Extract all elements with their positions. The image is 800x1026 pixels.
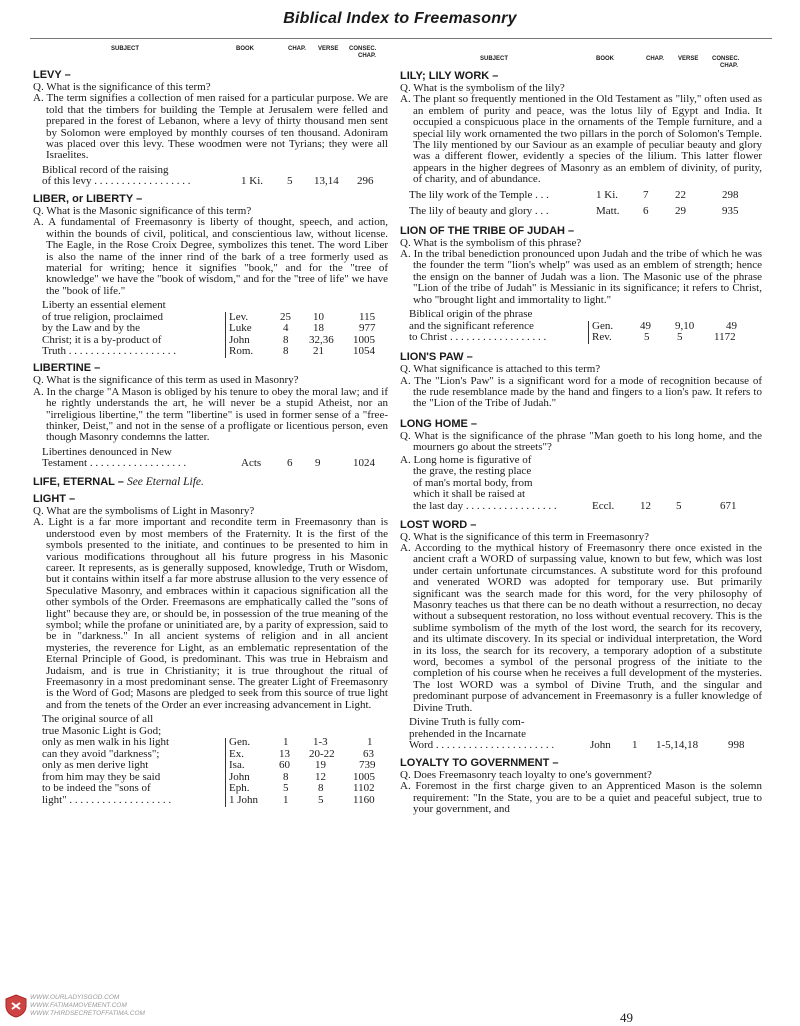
reference-table xyxy=(400,717,762,753)
ref-consec: 49 xyxy=(726,319,737,332)
entry-question: Q. What is the significance of this term in Freemasonry? xyxy=(400,530,650,543)
ref-text: of true religion, proclaimed xyxy=(42,310,163,323)
ref-chap: 1 xyxy=(283,736,289,749)
entry-term: LIBER, or LIBERTY – xyxy=(33,193,143,206)
answer-line: which it shall be raised at xyxy=(413,488,526,501)
ref-book: John xyxy=(229,333,250,346)
ref-label: The lily work of the Temple . . . xyxy=(409,188,549,201)
ref-text: Divine Truth is fully com- xyxy=(409,716,525,729)
answer-line: the last day . . . . . . . . . . . . . . . . . xyxy=(413,499,557,512)
ref-label: Biblical record of the raising xyxy=(42,163,169,176)
ref-text: Biblical origin of the phrase xyxy=(409,308,533,321)
ref-chap: 25 xyxy=(280,310,291,323)
ref-leader: . . . . . . . . . . . . . . . . . . xyxy=(87,457,187,470)
entry-term: LILY; LILY WORK – xyxy=(400,70,499,82)
ref-label: Testament xyxy=(42,457,88,470)
ref-book: Ex. xyxy=(229,747,244,760)
right-column xyxy=(400,46,762,818)
col-chap: CHAP. xyxy=(646,56,664,62)
col-consec-chap: CHAP. xyxy=(358,53,376,59)
ref-verse: 9,10 xyxy=(675,319,695,332)
ref-chap: 5 xyxy=(287,175,293,188)
ref-consec: 671 xyxy=(720,499,737,512)
see-also-link[interactable]: See Eternal Life. xyxy=(126,475,204,488)
ref-book: 1 Ki. xyxy=(596,188,618,201)
ref-chap: 1 xyxy=(283,793,289,806)
entry-answer: A. A fundamental of Freemasonry is liberty of thought, speech, and action, within the bounds of civil, political, and conscientious law, without license. The Eagle, in the Rose Croix Degree, symbolizes this tenet. The word Liber is also the name of the inner rind of the bark of a tree formerly used as material for writing; hence it signifies "book," and for the "tree of knowledge" we have the "book of wisdom," and for the "tree of life" we have the "book of life." xyxy=(33,216,388,297)
ref-consec: 935 xyxy=(722,204,739,217)
entry-question: Q. What is the significance of this term? xyxy=(33,81,211,93)
ref-label: Libertines denounced in New xyxy=(42,445,172,458)
left-column xyxy=(33,46,388,811)
ref-book: Acts xyxy=(241,457,262,470)
ref-text: can they avoid "darkness"; xyxy=(42,747,160,760)
page-number: 49 xyxy=(620,1010,633,1025)
ref-book: Matt. xyxy=(596,204,620,217)
watermark-url[interactable]: WWW.THIRDSECRETOFFATIMA.COM xyxy=(30,1010,145,1018)
ref-consec: 298 xyxy=(722,188,739,201)
column-header xyxy=(400,46,762,69)
ref-chap: 49 xyxy=(640,319,651,332)
ref-chap: 13 xyxy=(279,747,290,760)
ref-verse: 29 xyxy=(675,204,686,217)
entry-answer: A. The plant so frequently mentioned in the Old Testament as "lily," often used as an emblem of purity and peace, was the lotus lily of Egypt and India. It occupied a conspicuous place in the ornaments of the Temple furniture, and a special lily work ornamented the two pillars in the porch of Solomon's Temple. The lily mentioned by our Saviour as an example of peculiar beauty and glory was a different flower, evidently a species of the lilium. This latter flower appears in the higher degrees of Masonry as an emblem of divinity, of purity, of charity, and of abundance. xyxy=(400,93,762,186)
reference-table xyxy=(33,714,388,807)
ref-book: Isa. xyxy=(229,759,245,772)
entry-question: Q. Does Freemasonry teach loyalty to one's government? xyxy=(400,769,652,782)
ref-book: Eccl. xyxy=(592,499,615,512)
entry-term: LION'S PAW – xyxy=(400,351,473,364)
ref-chap: 12 xyxy=(640,499,651,512)
ref-text: Christ; it is a by-product of xyxy=(42,333,162,346)
ref-book: Eph. xyxy=(229,782,250,795)
watermark-url[interactable]: WWW.OURLADYISGOD.COM xyxy=(30,994,120,1001)
entry-question: Q. What is the significance of the phrase "Man goeth to his long home, and the mourners go about the streets"? xyxy=(400,429,762,454)
ref-verse: 19 xyxy=(315,759,326,772)
ref-text: prehended in the Incarnate xyxy=(409,727,526,740)
reference-table xyxy=(400,455,762,513)
entry-answer: A. According to the mythical history of Freemasonry there once existed in the ancient craft a WORD of surpassing value, known to but few, which was lost under certain unfortunate circumstances. A substitute word for this profound and venerated WORD was adopted for temporary use. But primarily significant was the search made for this word, for the very philosophy of Masonry teaches us that there can be no death without a resurrection, no decay without a subsequent restoration, no loss without eventual recovery. This is the sublime symbolism of the myth of the lost word, the search for its recovery, and its ultimate discovery. In its special or individual interpretation, the Word in its loss, the search for its recovery, a temporary adoption of a substitute word, becomes a symbol of the personal progress of the initiate to the completion of his course when he receives a full development of the mysteries. The lost WORD was a symbol of Divine Truth, and the singular and predominant purpose of advancement in Freemasonry is a fuller knowledge of Divine Truth. xyxy=(400,541,762,714)
entry-term: LOYALTY TO GOVERNMENT – xyxy=(400,757,559,770)
col-consec: CONSEC. xyxy=(712,56,740,62)
ref-leader: . . . . . . . . . . . . . . . . . . xyxy=(91,175,191,188)
entry-answer: A. In the tribal benediction pronounced upon Judah and the tribe of which he was the founder the term "lion's whelp" was used as an emblem of strength; hence the ensign on the banner of Judah was a lion. The Masonic use of the phrase "Lion of the tribe of Judah" is Messianic in its significance; it refers to Christ, who "brought light and immortality to light." xyxy=(400,248,762,306)
ref-text: from him may they be said xyxy=(42,770,161,783)
ref-text: Liberty an essential element xyxy=(42,299,166,312)
column-header xyxy=(33,46,388,66)
ref-chap: 8 xyxy=(283,345,289,358)
entry-question: Q. What significance is attached to this term? xyxy=(400,363,601,376)
ref-book: Gen. xyxy=(229,736,251,749)
page-header xyxy=(0,10,800,28)
ref-text: to Christ . . . . . . . . . . . . . . . . . . xyxy=(409,331,547,344)
ref-verse: 9 xyxy=(315,457,321,470)
col-consec: CONSEC. xyxy=(349,46,377,52)
entry-term: LEVY – xyxy=(33,69,71,81)
ref-consec: 1 xyxy=(367,736,373,749)
ref-chap: 6 xyxy=(287,457,293,470)
ref-consec: 1054 xyxy=(353,345,375,358)
col-chap: CHAP. xyxy=(288,46,306,52)
col-subject: SUBJECT xyxy=(480,56,509,62)
ref-verse: 22 xyxy=(675,188,686,201)
ref-consec: 998 xyxy=(728,739,745,752)
watermark-url[interactable]: WWW.FATIMAMOVEMENT.COM xyxy=(30,1002,127,1010)
entry-term: LONG HOME – xyxy=(400,417,478,430)
ref-book: John xyxy=(229,770,250,783)
ref-book: Rom. xyxy=(229,345,254,358)
ref-verse: 13,14 xyxy=(314,175,339,188)
ref-book: Lev. xyxy=(229,310,249,323)
entry-term xyxy=(33,476,388,488)
ref-consec: 296 xyxy=(357,175,374,188)
ref-book: Gen. xyxy=(592,319,614,332)
entry-question: Q. What are the symbolisms of Light in Masonry? xyxy=(33,504,255,517)
header-rule xyxy=(30,38,772,39)
ref-text: by the Law and by the xyxy=(42,322,141,335)
col-verse: VERSE xyxy=(318,46,339,52)
ref-verse: 1-5,14,18 xyxy=(656,739,699,752)
ref-chap: 6 xyxy=(643,204,649,217)
entry-question: Q. What is the symbolism of the lily? xyxy=(400,82,565,94)
entry-answer: A. Foremost in the first charge given to an Apprenticed Mason is the solemn requirement: "In the State, you are to be a quiet and peaceful subject, true to your government, and xyxy=(400,780,762,816)
col-book: BOOK xyxy=(236,46,254,52)
ref-chap: 5 xyxy=(644,331,650,344)
ref-consec: 1172 xyxy=(714,331,736,344)
page-title: Biblical Index to Freemasonry xyxy=(283,10,517,27)
answer-line: A. Long home is figurative of xyxy=(400,453,532,466)
entry-term: LOST WORD – xyxy=(400,518,477,531)
ref-book: Luke xyxy=(229,322,252,335)
ref-text: to be indeed the "sons of xyxy=(42,782,151,795)
entry-term: LION OF THE TRIBE OF JUDAH – xyxy=(400,224,575,237)
ref-consec: 1005 xyxy=(353,770,375,783)
ref-chap: 8 xyxy=(283,333,289,346)
ref-verse: 18 xyxy=(313,322,324,335)
ref-chap: 8 xyxy=(283,770,289,783)
ref-consec: 1102 xyxy=(353,782,375,795)
ref-verse: 1-3 xyxy=(313,736,328,749)
ref-verse: 20-22 xyxy=(309,747,335,760)
ref-verse: 8 xyxy=(318,782,324,795)
ref-text: Word . . . . . . . . . . . . . . . . . . . . . . xyxy=(409,739,555,752)
entry-term: LIBERTINE – xyxy=(33,362,101,375)
ref-chap: 60 xyxy=(279,759,290,772)
entry-answer: A. The term signifies a collection of men raised for a particular purpose. We are told that the timbers for building the Temple at Jerusalem were felled and prepared in the forest of Lebanon, where a levy of thirty thousand men sent by Solomon were employed by monthly courses of ten thousand. Adoniram was placed over this levy. These woodmen were not Tyrians; they were all Israelites. xyxy=(33,92,388,162)
col-verse: VERSE xyxy=(678,56,699,62)
ref-text: only as men walk in his light xyxy=(42,736,170,749)
ref-consec: 1005 xyxy=(353,333,375,346)
ref-verse: 5 xyxy=(318,793,324,806)
ref-text: Truth . . . . . . . . . . . . . . . . . . . . xyxy=(42,345,177,358)
ref-verse: 5 xyxy=(676,499,682,512)
reference-block xyxy=(33,447,388,470)
entry-question: Q. What is the Masonic significance of this term? xyxy=(33,205,252,218)
ref-verse: 12 xyxy=(315,770,326,783)
ref-consec: 1024 xyxy=(353,457,375,470)
ref-verse: 10 xyxy=(313,310,324,323)
col-consec-chap: CHAP. xyxy=(720,63,738,69)
ref-consec: 1160 xyxy=(353,793,375,806)
ref-consec: 739 xyxy=(359,759,376,772)
ref-text: The original source of all xyxy=(42,713,154,726)
ref-verse: 5 xyxy=(677,331,683,344)
reference-block xyxy=(400,190,762,220)
entry-term-text: LIFE, ETERNAL – xyxy=(33,475,124,488)
ref-consec: 977 xyxy=(359,322,376,335)
ref-book: John xyxy=(590,739,611,752)
ref-book: 1 John xyxy=(229,793,259,806)
ref-chap: 4 xyxy=(283,322,289,335)
entry-question: Q. What is the symbolism of this phrase? xyxy=(400,236,582,249)
ref-text: true Masonic Light is God; xyxy=(42,724,162,737)
ref-label: The lily of beauty and glory . . . xyxy=(409,204,549,217)
entry-answer: A. The "Lion's Paw" is a significant word for a mode of recognition because of the rude resemblance made by the hand and fingers to a lion's paw. It refers to the "Lion of the Tribe of Judah." xyxy=(400,374,762,410)
entry-term: LIGHT – xyxy=(33,492,76,505)
ref-text: light" . . . . . . . . . . . . . . . . . . . xyxy=(42,793,172,806)
shield-logo-icon xyxy=(4,994,28,1018)
ref-book: 1 Ki. xyxy=(241,175,263,188)
entry-answer: A. In the charge "A Mason is obliged by his tenure to obey the moral law; and if he rightly understands the art, he will never be a stupid Atheist, nor an "irreligious libertine," the term "libertine" is used in former sense of a "free-thinker, Deist," and not in the sense of a profligate or licentious person, even though Masonry condemns the latter. xyxy=(33,385,388,444)
reference-table xyxy=(400,309,762,345)
ref-text: and the significant reference xyxy=(409,319,534,332)
ref-consec: 115 xyxy=(359,310,376,323)
ref-chap: 7 xyxy=(643,188,649,201)
entry-question: Q. What is the significance of this term as used in Masonry? xyxy=(33,374,299,387)
entry-answer: A. Light is a far more important and recondite term in Freemasonry than is understood even by most members of the Fraternity. It is the first of the symbols presented to the initiate, and continues to be presented to him in various modifications throughout all his future progress in his Masonic career. It represents, as is generally supposed, knowledge, Truth or Wisdom, but it contains within itself a far more abstruse allusion to the very essence of Speculative Masonry, and embraces within it capacious signification all the other symbols of the Order. Freemasons are emphatically called the "sons of light" because they are, or should be, in possession of the true meaning of the symbol; while the profane or uninitiated are, by a parity of expression, said to be in "darkness." In all ancient systems of religion and in all ancient mysteries, the reverence for Light, as an emblematic representation of the Eternal Principle of Good, is predominant. This was true in Hebraism and Judaism, and is true in Christianity; it is true throughout the ritual of Freemasonry in a most predominant sense. The greater Light of Freemasonry is the Word of God; Masons are pledged to seek from this source of true light and from the tenets of the Order an ever increasing advancement in Light. xyxy=(33,516,388,711)
ref-label: of this levy xyxy=(42,175,92,188)
ref-verse: 21 xyxy=(313,345,324,358)
ref-chap: 1 xyxy=(632,739,638,752)
answer-line: of man's mortal body, from xyxy=(413,476,533,489)
col-book: BOOK xyxy=(596,56,614,62)
reference-block xyxy=(33,165,388,188)
col-subject: SUBJECT xyxy=(111,46,140,52)
ref-chap: 5 xyxy=(283,782,289,795)
ref-verse: 32,36 xyxy=(309,333,334,346)
ref-text: only as men derive light xyxy=(42,759,149,772)
reference-table xyxy=(33,300,388,358)
ref-book: Rev. xyxy=(592,331,612,344)
ref-consec: 63 xyxy=(363,747,374,760)
answer-line: the grave, the resting place xyxy=(413,465,532,478)
